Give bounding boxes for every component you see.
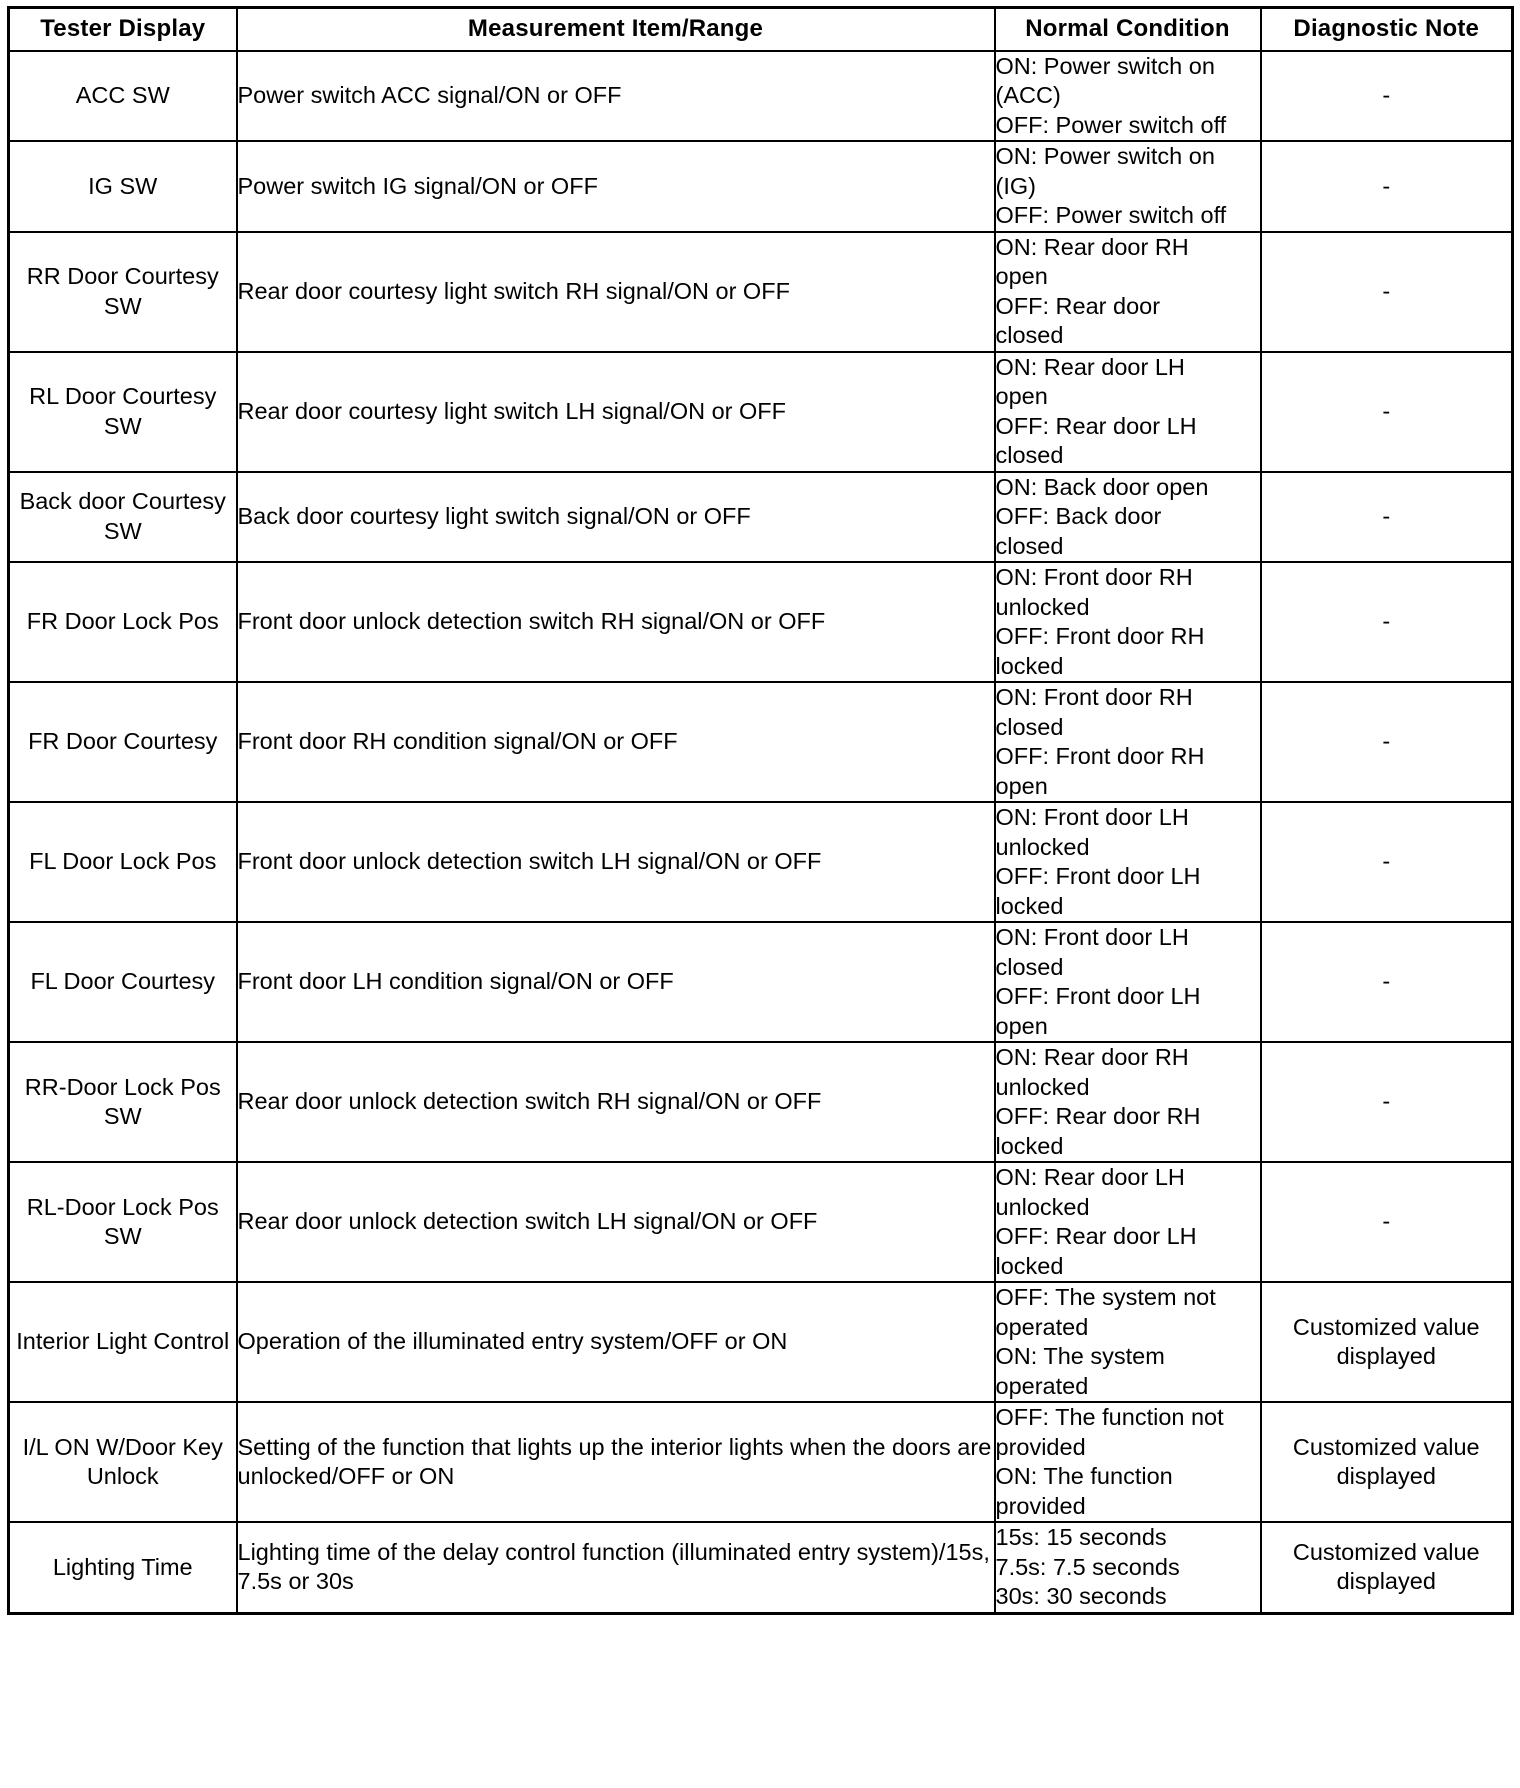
table-header-row	[9, 8, 1513, 51]
cell-measurement-item-range: Rear door unlock detection switch LH signal/ON or OFF	[237, 1162, 995, 1282]
normal-condition-line: (IG)	[995, 172, 1036, 199]
cell-measurement-item-range: Front door unlock detection switch LH signal/ON or OFF	[237, 802, 995, 922]
cell-measurement-item-range: Setting of the function that lights up the interior lights when the doors are unlocked/OFF or ON	[237, 1402, 995, 1522]
normal-condition-line: provided	[995, 1492, 1086, 1519]
normal-condition-line: closed	[995, 442, 1064, 468]
cell-normal-condition	[995, 1042, 1261, 1162]
header-measurement-item-range: Measurement Item/Range	[237, 8, 995, 51]
cell-tester-display: I/L ON W/Door Key Unlock	[9, 1402, 237, 1522]
normal-condition-line: OFF: Rear door RH	[995, 1103, 1201, 1129]
cell-tester-display: RR Door Courtesy SW	[9, 232, 237, 352]
cell-diagnostic-note: -	[1261, 1162, 1513, 1282]
cell-normal-condition	[995, 1162, 1261, 1282]
normal-condition-line: closed	[995, 532, 1064, 559]
normal-condition-line: ON: Rear door LH	[995, 1164, 1185, 1190]
table-row	[9, 352, 1513, 472]
normal-condition-line: unlocked	[995, 833, 1090, 860]
cell-normal-condition	[995, 472, 1261, 563]
cell-diagnostic-note: -	[1261, 562, 1513, 682]
cell-normal-condition	[995, 1402, 1261, 1522]
cell-tester-display: Lighting Time	[9, 1522, 237, 1613]
cell-tester-display: RL Door Courtesy SW	[9, 352, 237, 472]
normal-condition-line: OFF: Front door RH	[995, 623, 1205, 649]
normal-condition-line: locked	[995, 1132, 1064, 1159]
cell-diagnostic-note: -	[1261, 1042, 1513, 1162]
cell-tester-display: FR Door Lock Pos	[9, 562, 237, 682]
normal-condition-line: ON: Front door LH	[995, 804, 1189, 830]
normal-condition-line: operated	[995, 1313, 1089, 1340]
cell-normal-condition	[995, 922, 1261, 1042]
normal-condition-line: locked	[995, 1252, 1064, 1279]
normal-condition-line: OFF: Front door LH	[995, 983, 1201, 1009]
normal-condition-line: ON: Back door open	[995, 473, 1209, 500]
cell-diagnostic-note: -	[1261, 352, 1513, 472]
normal-condition-line: unlocked	[995, 1073, 1090, 1100]
cell-diagnostic-note: -	[1261, 922, 1513, 1042]
cell-measurement-item-range: Back door courtesy light switch signal/ON or OFF	[237, 472, 995, 563]
cell-normal-condition	[995, 352, 1261, 472]
cell-diagnostic-note: -	[1261, 472, 1513, 563]
normal-condition-line: locked	[995, 892, 1064, 919]
normal-condition-line: ON: Rear door RH	[995, 1044, 1189, 1070]
cell-measurement-item-range: Power switch IG signal/ON or OFF	[237, 141, 995, 232]
cell-measurement-item-range: Rear door unlock detection switch RH signal/ON or OFF	[237, 1042, 995, 1162]
normal-condition-line: closed	[995, 953, 1064, 980]
cell-diagnostic-note: -	[1261, 51, 1513, 142]
normal-condition-line: 7.5s: 7.5 seconds	[995, 1553, 1180, 1580]
cell-tester-display: RL-Door Lock Pos SW	[9, 1162, 237, 1282]
cell-diagnostic-note: Customized value displayed	[1261, 1522, 1513, 1613]
table-row	[9, 51, 1513, 142]
cell-measurement-item-range: Rear door courtesy light switch LH signal/ON or OFF	[237, 352, 995, 472]
table-row	[9, 1162, 1513, 1282]
table-row	[9, 1042, 1513, 1162]
cell-measurement-item-range: Front door unlock detection switch RH signal/ON or OFF	[237, 562, 995, 682]
table-row	[9, 141, 1513, 232]
header-normal-condition: Normal Condition	[995, 8, 1261, 51]
cell-tester-display: IG SW	[9, 141, 237, 232]
normal-condition-line: OFF: Front door LH	[995, 863, 1201, 889]
cell-tester-display: FR Door Courtesy	[9, 682, 237, 802]
normal-condition-line: ON: Rear door RH	[995, 233, 1189, 260]
cell-measurement-item-range: Front door RH condition signal/ON or OFF	[237, 682, 995, 802]
normal-condition-line: closed	[995, 322, 1064, 348]
normal-condition-line: ON: Power switch on	[995, 52, 1215, 79]
cell-measurement-item-range: Lighting time of the delay control function (illuminated entry system)/15s, 7.5s or 30s	[237, 1522, 995, 1613]
normal-condition-line: ON: Front door RH	[995, 684, 1193, 710]
table-row	[9, 562, 1513, 682]
cell-tester-display: FL Door Courtesy	[9, 922, 237, 1042]
cell-normal-condition	[995, 1282, 1261, 1402]
cell-normal-condition	[995, 562, 1261, 682]
normal-condition-line: OFF: The system not	[995, 1284, 1216, 1310]
normal-condition-line: OFF: Front door RH	[995, 743, 1205, 769]
normal-condition-line: 30s: 30 seconds	[995, 1583, 1167, 1609]
normal-condition-line: (ACC)	[995, 82, 1061, 108]
cell-normal-condition	[995, 1522, 1261, 1613]
cell-tester-display: Interior Light Control	[9, 1282, 237, 1402]
cell-normal-condition	[995, 141, 1261, 232]
normal-condition-line: OFF: Power switch off	[995, 111, 1227, 138]
normal-condition-line: open	[995, 1012, 1048, 1039]
normal-condition-line: 15s: 15 seconds	[995, 1524, 1167, 1550]
normal-condition-line: ON: Front door LH	[995, 924, 1189, 950]
data-table	[7, 6, 1514, 1615]
normal-condition-line: operated	[995, 1372, 1089, 1399]
normal-condition-line: unlocked	[995, 593, 1090, 620]
cell-measurement-item-range: Power switch ACC signal/ON or OFF	[237, 51, 995, 142]
normal-condition-line: ON: The system	[995, 1343, 1165, 1369]
table-row	[9, 682, 1513, 802]
table-row	[9, 232, 1513, 352]
normal-condition-line: ON: Rear door LH	[995, 353, 1185, 380]
cell-diagnostic-note: Customized value displayed	[1261, 1402, 1513, 1522]
cell-tester-display: FL Door Lock Pos	[9, 802, 237, 922]
normal-condition-line: ON: The function	[995, 1463, 1173, 1489]
normal-condition-line: OFF: Rear door	[995, 292, 1161, 319]
cell-tester-display: RR-Door Lock Pos SW	[9, 1042, 237, 1162]
header-tester-display: Tester Display	[9, 8, 237, 51]
normal-condition-line: open	[995, 263, 1048, 289]
cell-diagnostic-note: -	[1261, 802, 1513, 922]
cell-measurement-item-range: Operation of the illuminated entry system/OFF or ON	[237, 1282, 995, 1402]
table-body	[9, 51, 1513, 1614]
normal-condition-line: provided	[995, 1433, 1086, 1460]
cell-normal-condition	[995, 51, 1261, 142]
cell-measurement-item-range: Rear door courtesy light switch RH signal/ON or OFF	[237, 232, 995, 352]
cell-diagnostic-note: Customized value displayed	[1261, 1282, 1513, 1402]
cell-normal-condition	[995, 682, 1261, 802]
cell-normal-condition	[995, 802, 1261, 922]
table-row	[9, 1402, 1513, 1522]
table-row	[9, 802, 1513, 922]
cell-normal-condition	[995, 232, 1261, 352]
normal-condition-line: open	[995, 383, 1048, 409]
cell-diagnostic-note: -	[1261, 141, 1513, 232]
normal-condition-line: OFF: The function not	[995, 1404, 1224, 1430]
normal-condition-line: OFF: Rear door LH	[995, 412, 1197, 439]
normal-condition-line: closed	[995, 713, 1064, 740]
normal-condition-line: locked	[995, 652, 1064, 679]
normal-condition-line: ON: Front door RH	[995, 564, 1193, 590]
cell-measurement-item-range: Front door LH condition signal/ON or OFF	[237, 922, 995, 1042]
cell-diagnostic-note: -	[1261, 682, 1513, 802]
normal-condition-line: OFF: Power switch off	[995, 202, 1227, 228]
table-row	[9, 922, 1513, 1042]
cell-tester-display: Back door Courtesy SW	[9, 472, 237, 563]
table-row	[9, 472, 1513, 563]
cell-tester-display: ACC SW	[9, 51, 237, 142]
cell-diagnostic-note: -	[1261, 232, 1513, 352]
normal-condition-line: ON: Power switch on	[995, 143, 1215, 169]
normal-condition-line: unlocked	[995, 1193, 1090, 1220]
table-row	[9, 1522, 1513, 1613]
header-diagnostic-note: Diagnostic Note	[1261, 8, 1513, 51]
normal-condition-line: OFF: Back door	[995, 503, 1162, 529]
normal-condition-line: OFF: Rear door LH	[995, 1223, 1197, 1249]
table-row	[9, 1282, 1513, 1402]
normal-condition-line: open	[995, 772, 1048, 799]
